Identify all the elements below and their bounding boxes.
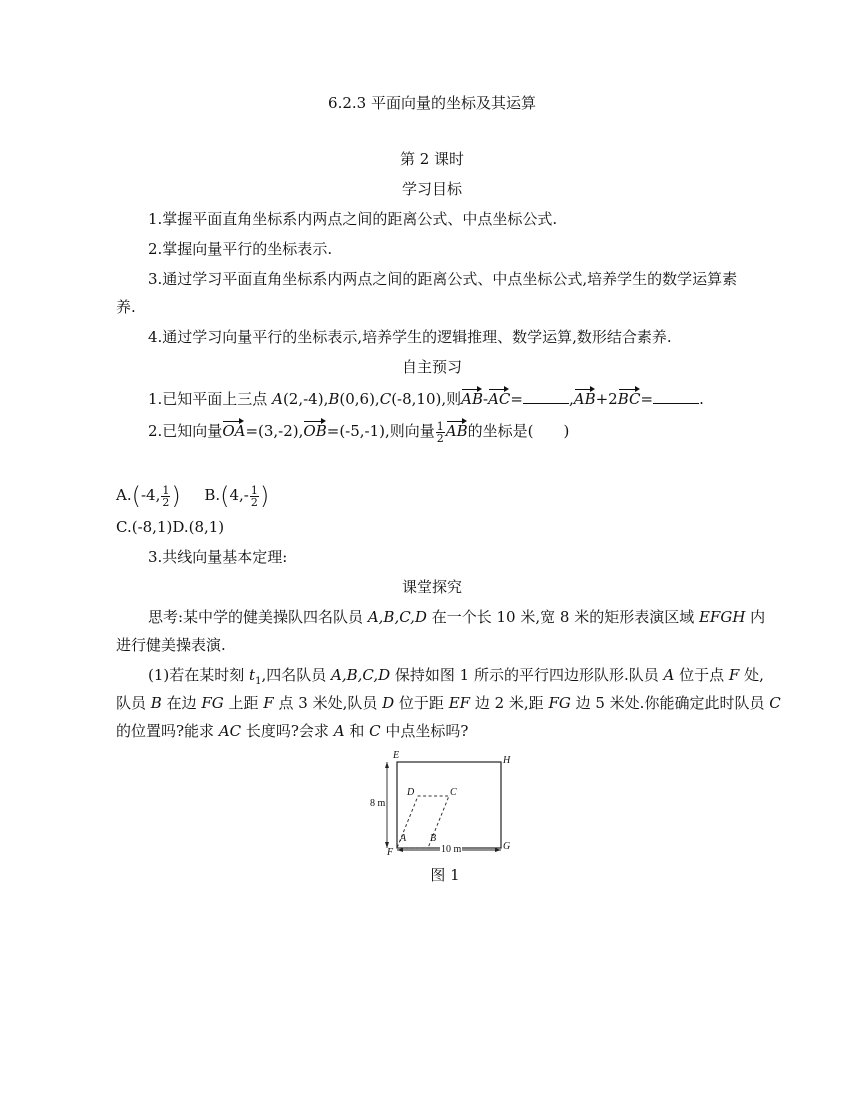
q2-suffix: 的坐标是( ) (467, 422, 570, 440)
objective-item: 3.通过学习平面直角坐标系内两点之间的距离公式、中点坐标公式,培养学生的数学运算素 (148, 270, 738, 288)
vector-oa-value: =(3,-2), (245, 422, 304, 440)
text: 在边 (161, 694, 202, 712)
explore-heading: 课堂探究 (401, 578, 462, 596)
text: 上距 (223, 694, 264, 712)
plus-two: +2 (595, 390, 618, 408)
text: 边 2 米,距 (470, 694, 549, 712)
objectives-heading: 学习目标 (401, 180, 462, 198)
preview-question-1 (148, 388, 748, 410)
point-a: A (663, 666, 675, 684)
lesson-label: 第 2 课时 (399, 150, 465, 168)
option-b-value: 4,- (229, 486, 249, 504)
fraction-numerator: 1 (162, 483, 170, 497)
q2-prefix: 2.已知向量 (148, 422, 223, 440)
time-variable: t (249, 666, 256, 684)
fraction-denominator: 2 (436, 431, 444, 445)
option-a-value: -4, (140, 486, 161, 504)
point-a-coord: (2,-4), (282, 390, 329, 408)
point-c: C (369, 722, 381, 740)
text: (1)若在某时刻 (148, 666, 250, 684)
vector-bc: BC (617, 390, 641, 408)
label-c: C (450, 787, 457, 798)
equals-sign: = (510, 390, 523, 408)
option-b-label: B. (204, 486, 221, 504)
width-label: 10 m (441, 844, 462, 855)
text: 内 (745, 608, 766, 626)
point-b: B (150, 694, 162, 712)
text: 长度吗?会求 (241, 722, 334, 740)
point-c: C (379, 390, 392, 408)
explore-paragraph-2-line-3 (116, 720, 748, 742)
label-d: D (407, 787, 415, 798)
fraction-half (161, 485, 170, 508)
rectangle-efgh (397, 762, 501, 848)
comma: , (568, 390, 574, 408)
label-e: E (393, 750, 400, 761)
vector-ab: AB (461, 390, 483, 408)
options-cd: C.(-8,1)D.(8,1) (116, 518, 225, 536)
figure-caption: 图 1 (430, 866, 460, 884)
text: 保持如图 1 所示的平行四边形队形.队员 (390, 666, 664, 684)
fraction-numerator: 1 (250, 483, 258, 497)
edge-ef: EF (448, 694, 471, 712)
options-ab (116, 484, 748, 508)
preview-question-3: 3.共线向量基本定理: (148, 548, 288, 566)
vector-ab: AB (445, 422, 468, 440)
left-paren-icon: ( (220, 482, 230, 510)
point-c-coord: (-8,10),则 (391, 390, 462, 408)
equals-sign: = (640, 390, 654, 408)
left-paren-icon: ( (131, 482, 141, 510)
text: 位于点 (674, 666, 729, 684)
vector-ac: AC (488, 390, 511, 408)
text: 在一个长 10 米,宽 8 米的矩形表演区域 (426, 608, 699, 626)
explore-paragraph-1-continued: 进行健美操表演. (116, 636, 226, 654)
explore-paragraph-1 (148, 606, 766, 628)
subscript: 1 (255, 676, 262, 687)
page-title: 6.2.3 平面向量的坐标及其运算 (328, 94, 536, 112)
answer-blank[interactable] (653, 389, 699, 404)
text: 和 (344, 722, 370, 740)
label-b: B (430, 833, 437, 844)
period: . (699, 390, 704, 408)
edge-fg: FG (201, 694, 224, 712)
fraction-denominator: 2 (162, 495, 170, 509)
segment-ac: AC (218, 722, 242, 740)
preview-question-2 (148, 420, 748, 444)
point-d: D (382, 694, 395, 712)
edge-fg: FG (548, 694, 571, 712)
text: 思考:某中学的健美操队四名队员 (148, 608, 368, 626)
points-abcd: A,B,C,D (367, 608, 427, 626)
vector-ob-value: =(-5,-1),则向量 (326, 422, 435, 440)
point-a: A (272, 390, 283, 408)
text: 处, (739, 666, 764, 684)
answer-blank[interactable] (523, 389, 569, 404)
objective-item-continued: 养. (116, 298, 136, 316)
explore-paragraph-2 (148, 664, 764, 693)
point-a: A (333, 722, 345, 740)
fraction-half (250, 485, 259, 508)
text: 队员 (116, 694, 151, 712)
fraction-denominator: 2 (250, 495, 258, 509)
label-f: F (387, 847, 394, 858)
text: 位于距 (394, 694, 449, 712)
vector-oa: OA (222, 422, 246, 440)
objective-item: 4.通过学习向量平行的坐标表示,培养学生的逻辑推理、数学运算,数形结合素养. (148, 328, 672, 346)
q1-prefix: 1.已知平面上三点 (148, 390, 273, 408)
text: ,四名队员 (261, 666, 331, 684)
label-h: H (503, 755, 511, 766)
point-f: F (263, 694, 274, 712)
text: 点 3 米处,队员 (273, 694, 383, 712)
objective-item: 2.掌握向量平行的坐标表示. (148, 240, 333, 258)
vector-ab: AB (573, 390, 596, 408)
fraction-half (436, 421, 445, 444)
arrow-up-icon (385, 762, 389, 768)
text: 中点坐标吗? (380, 722, 469, 740)
text: 的位置吗?能求 (116, 722, 219, 740)
preview-heading: 自主预习 (401, 358, 462, 376)
point-b-coord: (0,6), (339, 390, 380, 408)
point-f: F (728, 666, 740, 684)
minus-sign: - (483, 390, 489, 408)
right-paren-icon: ) (259, 482, 270, 510)
option-a-label: A. (116, 486, 132, 504)
text: 边 5 米处.你能确定此时队员 (570, 694, 770, 712)
points-abcd: A,B,C,D (330, 666, 391, 684)
region-efgh: EFGH (698, 608, 746, 626)
height-label: 8 m (370, 798, 386, 809)
point-b: B (328, 390, 340, 408)
vector-ob: OB (303, 422, 327, 440)
figure-1 (370, 752, 520, 862)
explore-paragraph-2-line-2 (116, 692, 781, 714)
label-g: G (503, 841, 511, 852)
label-a: A (400, 833, 407, 844)
objective-item: 1.掌握平面直角坐标系内两点之间的距离公式、中点坐标公式. (148, 210, 558, 228)
right-paren-icon: ) (171, 482, 181, 510)
point-c: C (769, 694, 781, 712)
fraction-numerator: 1 (436, 419, 444, 433)
